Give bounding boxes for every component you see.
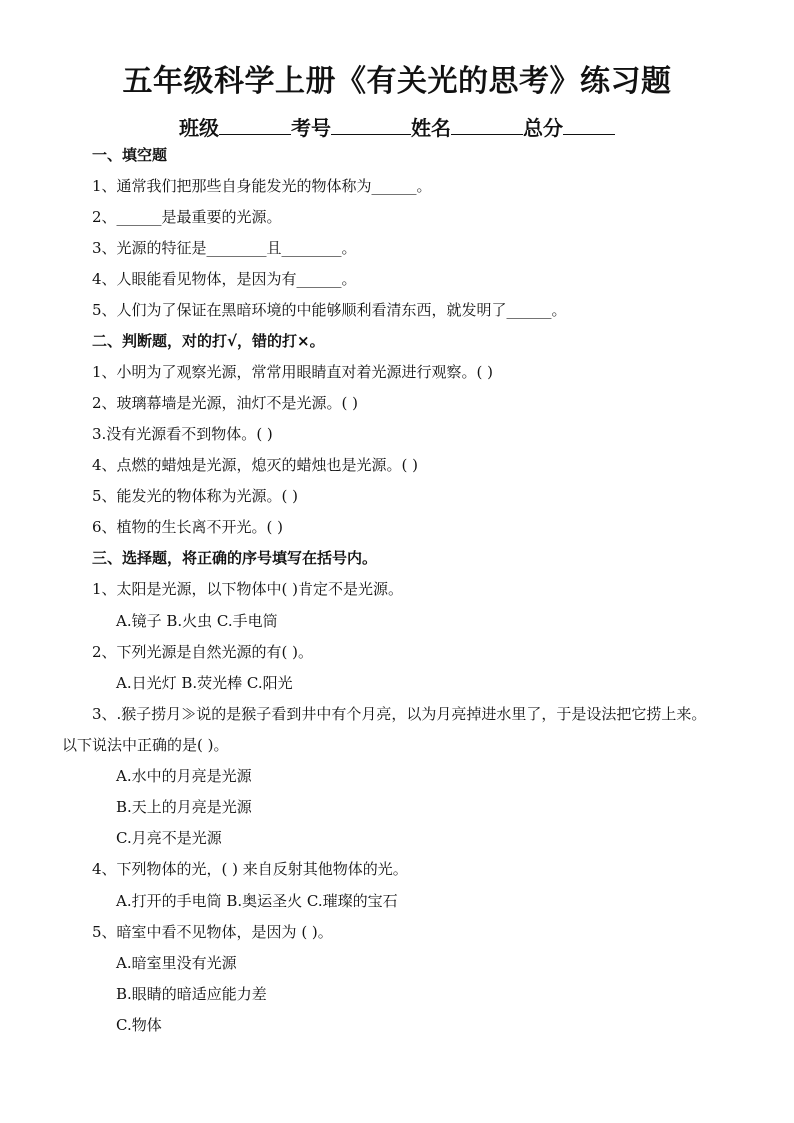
question-3-1-options: A.镜子 B.火虫 C.手电筒 bbox=[116, 612, 278, 630]
question-2-2: 2、玻璃幕墙是光源，油灯不是光源。( ) bbox=[92, 394, 359, 412]
question-2-6: 6、植物的生长离不开光。( ) bbox=[92, 518, 284, 536]
question-3-5-option-a: A.暗室里没有光源 bbox=[116, 954, 237, 972]
name-label: 姓名 bbox=[411, 116, 451, 140]
question-3-2-options: A.日光灯 B.荧光棒 C.阳光 bbox=[116, 674, 293, 692]
page-title: 五年级科学上册《有关光的思考》练习题 bbox=[122, 64, 672, 99]
question-3-5-option-b: B.眼睛的暗适应能力差 bbox=[116, 985, 267, 1003]
question-2-1: 1、小明为了观察光源，常常用眼睛直对着光源进行观察。( ) bbox=[92, 363, 494, 381]
question-3-3-option-c: C.月亮不是光源 bbox=[116, 829, 222, 847]
question-1-4: 4、人眼能看见物体，是因为有______。 bbox=[92, 270, 357, 288]
question-2-5: 5、能发光的物体称为光源。( ) bbox=[92, 487, 299, 505]
exam-no-blank[interactable] bbox=[331, 116, 411, 135]
name-blank[interactable] bbox=[451, 116, 523, 135]
question-1-5: 5、人们为了保证在黑暗环境的中能够顺利看清东西，就发明了______。 bbox=[92, 301, 567, 319]
class-blank[interactable] bbox=[219, 116, 291, 135]
question-3-3-option-b: B.天上的月亮是光源 bbox=[116, 798, 252, 816]
question-2-4: 4、点燃的蜡烛是光源，熄灭的蜡烛也是光源。( ) bbox=[92, 456, 419, 474]
total-label: 总分 bbox=[523, 116, 563, 140]
question-2-3: 3.没有光源看不到物体。( ) bbox=[92, 425, 273, 443]
question-3-5-option-c: C.物体 bbox=[116, 1016, 162, 1034]
question-3-5: 5、暗室中看不见物体，是因为 ( )。 bbox=[92, 923, 333, 941]
question-3-2: 2、下列光源是自然光源的有( )。 bbox=[92, 643, 314, 661]
question-1-2: 2、______是最重要的光源。 bbox=[92, 208, 282, 226]
section-heading-fill-blank: 一、填空题 bbox=[92, 146, 168, 164]
question-3-3: 3、.猴子捞月≫说的是猴子看到井中有个月亮，以为月亮掉进水里了，于是设法把它捞上来。 bbox=[92, 705, 707, 723]
section-heading-true-false: 二、判断题，对的打√，错的打×。 bbox=[92, 332, 325, 350]
section-heading-multiple-choice: 三、选择题，将正确的序号填写在括号内。 bbox=[92, 549, 378, 567]
question-1-1: 1、通常我们把那些自身能发光的物体称为______。 bbox=[92, 177, 432, 195]
question-1-3: 3、光源的特征是________且________。 bbox=[92, 239, 357, 257]
exam-no-label: 考号 bbox=[291, 116, 331, 140]
question-3-3-option-a: A.水中的月亮是光源 bbox=[116, 767, 252, 785]
question-3-3-continuation: 以下说法中正确的是( )。 bbox=[62, 736, 229, 754]
question-3-4-options: A.打开的手电筒 B.奥运圣火 C.璀璨的宝石 bbox=[116, 892, 398, 910]
total-blank[interactable] bbox=[563, 116, 615, 135]
class-label: 班级 bbox=[179, 116, 219, 140]
student-info-line bbox=[0, 114, 794, 142]
question-3-1: 1、太阳是光源，以下物体中( )肯定不是光源。 bbox=[92, 580, 404, 598]
question-3-4: 4、下列物体的光，( ) 来自反射其他物体的光。 bbox=[92, 860, 408, 878]
